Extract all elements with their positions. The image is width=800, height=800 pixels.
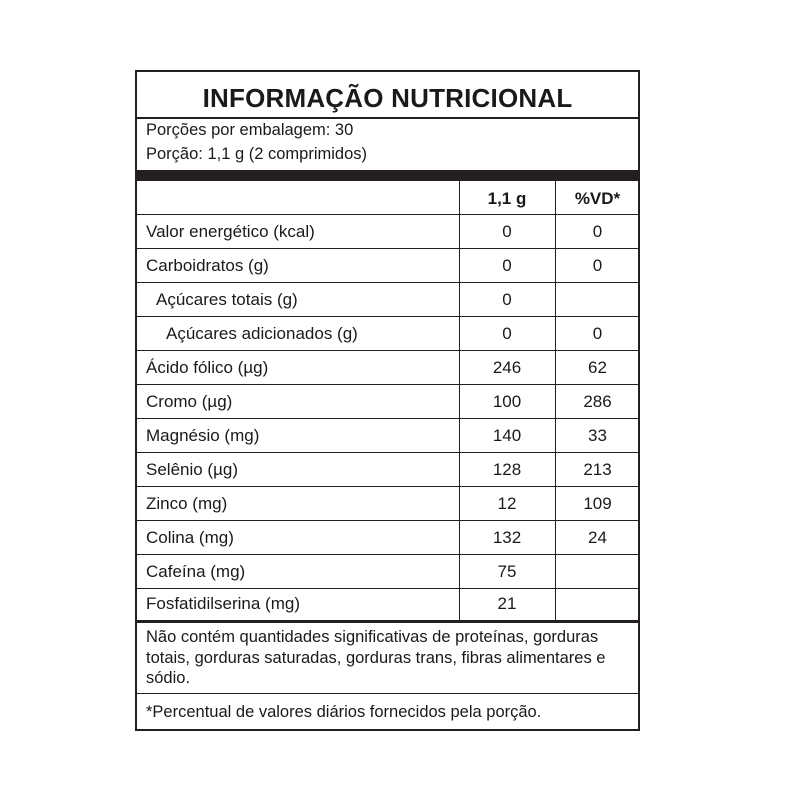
nutrient-daily-value: 0: [592, 256, 603, 275]
title-divider: [137, 117, 638, 119]
nutrient-amount: 128: [492, 460, 522, 479]
label-title: INFORMAÇÃO NUTRICIONAL: [202, 83, 573, 113]
nutrient-daily-value: 24: [588, 528, 607, 547]
nutrient-daily-value: 33: [588, 426, 607, 445]
table-row: [137, 555, 638, 589]
nutrient-amount: 75: [497, 562, 517, 581]
nutrient-amount: 140: [492, 426, 522, 445]
nutrient-label: Zinco (mg): [146, 494, 228, 513]
header-amount: 1,1 g: [487, 189, 527, 208]
nutrient-label: Colina (mg): [146, 528, 234, 547]
thick-divider: [137, 170, 638, 181]
nutrient-label: Açúcares totais (g): [156, 290, 298, 309]
table-row: [137, 521, 638, 555]
nutrient-label: Açúcares adicionados (g): [166, 324, 358, 343]
nutrient-amount: 0: [502, 222, 512, 241]
nutrient-daily-value: 109: [583, 494, 612, 513]
nutrition-facts-label: [135, 70, 640, 731]
table-row: [137, 215, 638, 249]
nutrient-label: Ácido fólico (µg): [146, 358, 269, 377]
nutrient-amount: 0: [502, 290, 512, 309]
nutrient-label: Cafeína (mg): [146, 562, 246, 581]
nutrient-label: Magnésio (mg): [146, 426, 260, 445]
servings-per-package: Porções por embalagem: 30: [146, 121, 354, 139]
nutrient-label: Cromo (µg): [146, 392, 233, 411]
nutrient-amount: 100: [492, 392, 522, 411]
table-row: [137, 385, 638, 419]
table-row: [137, 283, 638, 317]
nutrient-amount: 132: [492, 528, 522, 547]
nutrient-label: Selênio (µg): [146, 460, 239, 479]
nutrient-amount: 246: [492, 358, 522, 377]
nutrient-label: Valor energético (kcal): [146, 222, 315, 241]
not-significant-note: Não contém quantidades significativas de proteínas, gorduras totais, gorduras saturadas, gorduras trans, fibras alimentares e sódio.: [146, 628, 606, 687]
nutrient-daily-value: 0: [592, 222, 603, 241]
nutrient-label: Fosfatidilserina (mg): [146, 594, 300, 613]
table-row: [137, 587, 638, 621]
table-row: [137, 351, 638, 385]
table-row: [137, 487, 638, 521]
nutrient-daily-value: 286: [583, 392, 612, 411]
nutrient-daily-value: 0: [592, 324, 603, 343]
footnote-divider: [137, 693, 638, 694]
bottom-divider: [137, 620, 638, 623]
nutrient-amount: 0: [502, 324, 512, 343]
nutrient-label: Carboidratos (g): [146, 256, 269, 275]
nutrient-amount: 0: [502, 256, 512, 275]
nutrient-daily-value: 213: [583, 460, 612, 479]
header-daily-value: %VD*: [574, 189, 621, 208]
table-row: [137, 249, 638, 283]
table-row: [137, 419, 638, 453]
table-row: [137, 453, 638, 487]
table-row: [137, 317, 638, 351]
daily-value-footnote: *Percentual de valores diários fornecidos pela porção.: [146, 703, 542, 721]
nutrient-amount: 21: [497, 594, 517, 613]
nutrient-daily-value: 62: [588, 358, 607, 377]
serving-size: Porção: 1,1 g (2 comprimidos): [146, 145, 368, 163]
nutrient-amount: 12: [497, 494, 517, 513]
